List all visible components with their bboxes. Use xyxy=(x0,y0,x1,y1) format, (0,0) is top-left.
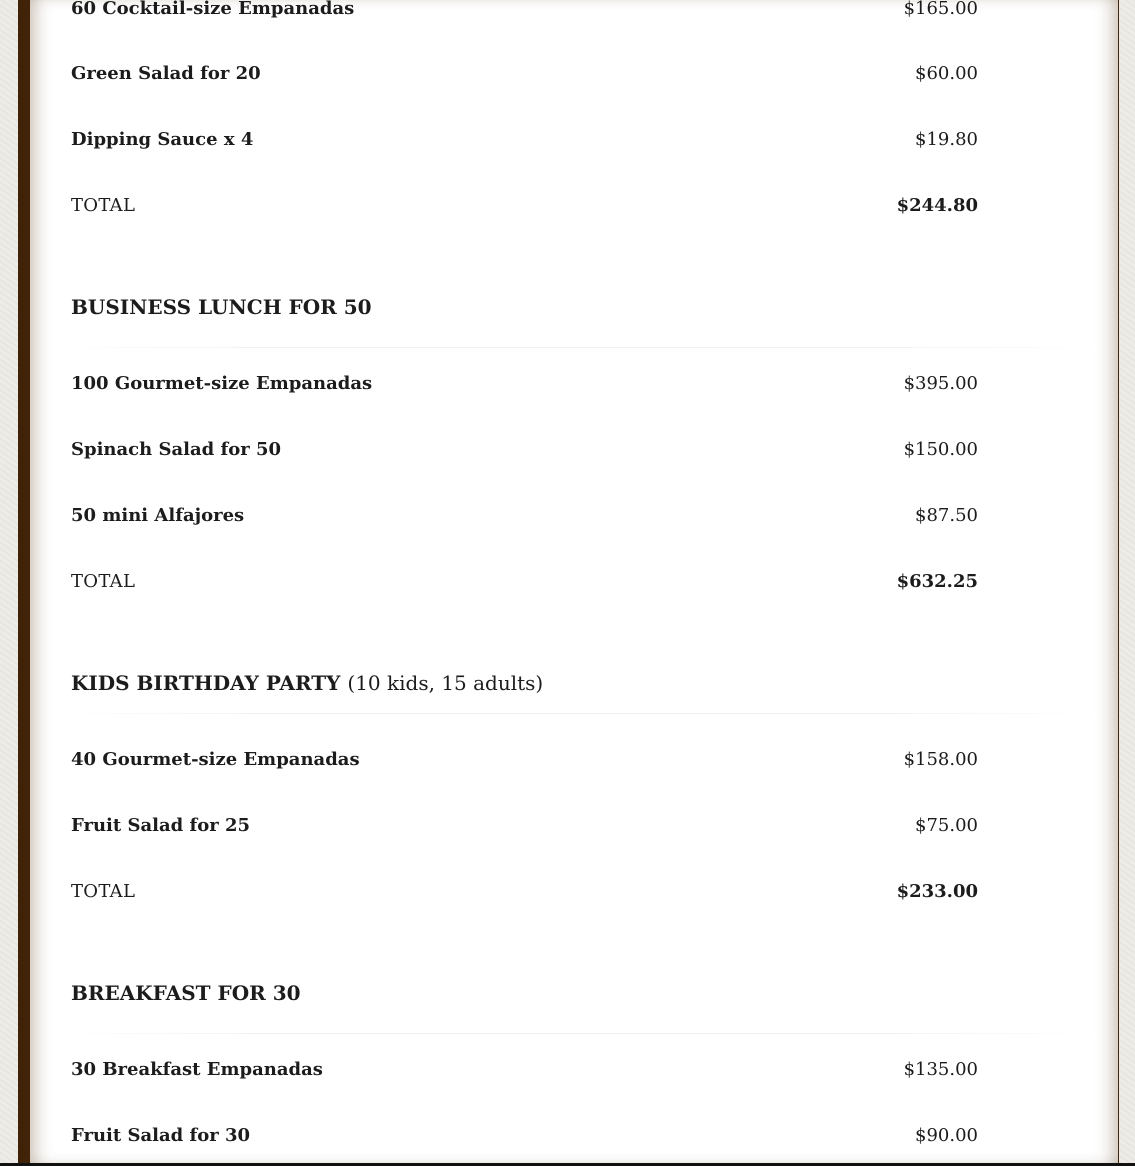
item-name: 100 Gourmet-size Empanadas xyxy=(71,373,373,394)
menu-page xyxy=(30,0,1118,1163)
total-row xyxy=(71,194,978,218)
item-price: $158.00 xyxy=(903,749,978,770)
menu-item xyxy=(71,62,978,86)
item-name: 30 Breakfast Empanadas xyxy=(71,1059,323,1080)
section-subtitle: (10 kids, 15 adults) xyxy=(347,671,544,695)
total-label: TOTAL xyxy=(71,571,136,592)
background-texture-left xyxy=(0,0,18,1166)
menu-item xyxy=(71,748,978,772)
total-label: TOTAL xyxy=(71,881,136,902)
menu-item xyxy=(71,504,978,528)
item-price: $135.00 xyxy=(903,1059,978,1080)
total-price: $233.00 xyxy=(896,881,978,902)
section-title-text: KIDS BIRTHDAY PARTY xyxy=(71,671,341,695)
section-title xyxy=(71,980,301,1006)
item-name: Fruit Salad for 25 xyxy=(71,815,251,836)
item-price: $87.50 xyxy=(915,505,978,526)
section-divider xyxy=(46,347,1102,348)
menu-item xyxy=(71,0,978,21)
section-divider xyxy=(46,713,1102,714)
total-label: TOTAL xyxy=(71,195,136,216)
section-title-text: BUSINESS LUNCH FOR 50 xyxy=(71,295,372,319)
item-name: Green Salad for 20 xyxy=(71,63,261,84)
menu-item xyxy=(71,438,978,462)
menu-item xyxy=(71,1058,978,1082)
section-title xyxy=(71,294,372,320)
item-price: $165.00 xyxy=(903,0,978,19)
item-name: Fruit Salad for 30 xyxy=(71,1125,251,1146)
item-price: $75.00 xyxy=(915,815,978,836)
total-row xyxy=(71,570,978,594)
total-price: $632.25 xyxy=(896,571,978,592)
menu-item xyxy=(71,814,978,838)
total-row xyxy=(71,880,978,904)
item-price: $150.00 xyxy=(903,439,978,460)
item-price: $90.00 xyxy=(915,1125,978,1146)
menu-item xyxy=(71,372,978,396)
menu-item xyxy=(71,1124,978,1148)
menu-item xyxy=(71,128,978,152)
section-title-text: BREAKFAST FOR 30 xyxy=(71,981,301,1005)
item-price: $60.00 xyxy=(915,63,978,84)
item-name: 50 mini Alfajores xyxy=(71,505,245,526)
total-price: $244.80 xyxy=(896,195,978,216)
section-divider xyxy=(46,1033,1102,1034)
item-price: $395.00 xyxy=(903,373,978,394)
section-title xyxy=(71,670,543,696)
item-name: Dipping Sauce x 4 xyxy=(71,129,254,150)
item-name: 60 Cocktail-size Empanadas xyxy=(71,0,355,19)
item-name: Spinach Salad for 50 xyxy=(71,439,282,460)
item-price: $19.80 xyxy=(915,129,978,150)
item-name: 40 Gourmet-size Empanadas xyxy=(71,749,360,770)
